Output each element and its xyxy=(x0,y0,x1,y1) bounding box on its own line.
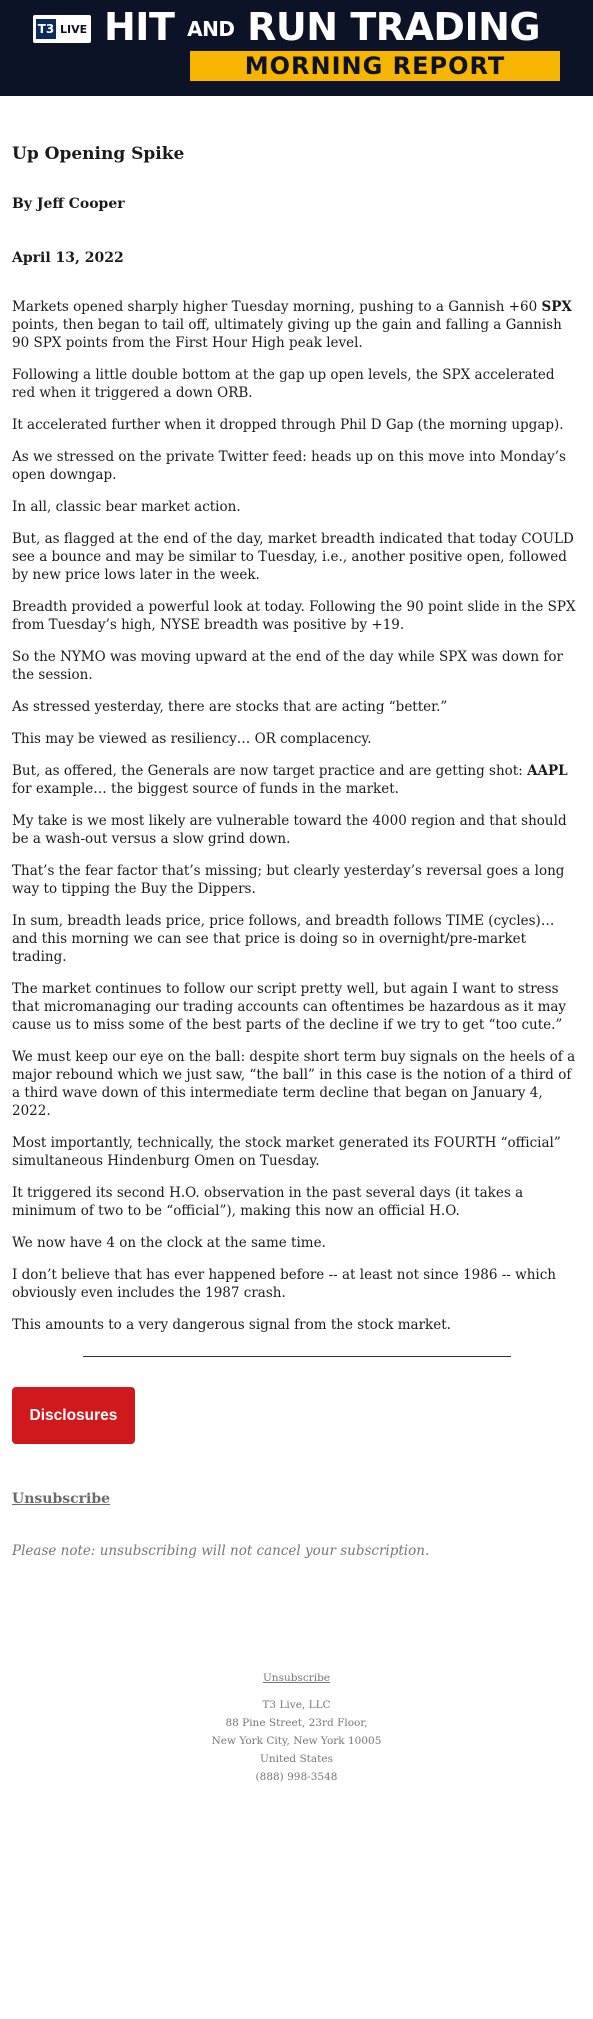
banner-title xyxy=(104,2,564,52)
article-headline: Up Opening Spike xyxy=(12,144,185,164)
main-content xyxy=(0,144,593,1800)
banner-title-part2: RUN TRADING xyxy=(247,5,541,49)
paragraph: This amounts to a very dangerous signal from the stock market. xyxy=(12,1317,451,1333)
paragraph: It triggered its second H.O. observation in the past several days (it takes a minimum of two to be “official”), making this now an official H.O. xyxy=(12,1185,524,1219)
article-body xyxy=(12,298,581,1334)
paragraph: But, as flagged at the end of the day, market breadth indicated that today COULD see a bounce and may be similar to Tuesday, i.e., another positive open, followed by new price lows later in the week. xyxy=(12,531,574,583)
logo-t3-mark: T3 xyxy=(36,19,56,39)
paragraph: In sum, breadth leads price, price follows, and breadth follows TIME (cycles)… and this morning we can see that price is doing so in overnight/pre-market trading. xyxy=(12,913,555,965)
paragraph: We must keep our eye on the ball: despite short term buy signals on the heels of a major rebound which we just saw, “the ball” in this case is the notion of a third of a third wave down of this intermediate term decline that began on January 4, 2022. xyxy=(12,1049,576,1119)
paragraph: But, as offered, the Generals are now target practice and are getting shot: AAPL for example… the biggest source of funds in the market. xyxy=(12,763,568,797)
paragraph: The market continues to follow our script pretty well, but again I want to stress that micromanaging our trading accounts can oftentimes be hazardous as it may cause us to miss some of the best parts of the decline if we try to get “too cute.” xyxy=(12,981,567,1033)
footer-address-line1: 88 Pine Street, 23rd Floor, xyxy=(225,1717,368,1729)
disclosures-button[interactable]: Disclosures xyxy=(12,1387,135,1444)
paragraph: We now have 4 on the clock at the same time. xyxy=(12,1235,326,1251)
paragraph: Markets opened sharply higher Tuesday morning, pushing to a Gannish +60 SPX points, then began to tail off, ultimately giving up the gain and falling a Gannish 90 SPX points from the First Hour High peak level. xyxy=(12,299,572,351)
footer xyxy=(12,1669,581,1800)
article-byline: By Jeff Cooper xyxy=(12,196,125,212)
ticker-spx: SPX xyxy=(541,299,572,315)
paragraph: I don’t believe that has ever happened before -- at least not since 1986 -- which obviously even includes the 1987 crash. xyxy=(12,1267,556,1301)
paragraph: That’s the fear factor that’s missing; but clearly yesterday’s reversal goes a long way to tipping the Buy the Dippers. xyxy=(12,863,565,897)
paragraph: This may be viewed as resiliency… OR complacency. xyxy=(12,731,372,747)
paragraph: So the NYMO was moving upward at the end of the day while SPX was down for the session. xyxy=(12,649,563,683)
paragraph: In all, classic bear market action. xyxy=(12,499,241,515)
unsubscribe-note: Please note: unsubscribing will not cancel your subscription. xyxy=(12,1543,430,1559)
paragraph: As we stressed on the private Twitter feed: heads up on this move into Monday’s open downgap. xyxy=(12,449,566,483)
paragraph: My take is we most likely are vulnerable toward the 4000 region and that should be a wash-out versus a slow grind down. xyxy=(12,813,567,847)
banner-subtitle: MORNING REPORT xyxy=(190,51,560,81)
paragraph: It accelerated further when it dropped through Phil D Gap (the morning upgap). xyxy=(12,417,564,433)
paragraph: Most importantly, technically, the stock market generated its FOURTH “official” simultaneous Hindenburg Omen on Tuesday. xyxy=(12,1135,561,1169)
ticker-aapl: AAPL xyxy=(527,763,568,779)
footer-company: T3 Live, LLC xyxy=(262,1699,331,1711)
article-date: April 13, 2022 xyxy=(12,250,124,266)
footer-unsubscribe-link[interactable]: Unsubscribe xyxy=(262,1672,331,1684)
banner-title-and: AND xyxy=(187,17,235,41)
unsubscribe-link[interactable]: Unsubscribe xyxy=(12,1491,111,1507)
header-banner xyxy=(0,0,593,96)
footer-address-line2: New York City, New York 10005 xyxy=(211,1735,382,1747)
paragraph: Following a little double bottom at the gap up open levels, the SPX accelerated red when it triggered a down ORB. xyxy=(12,367,555,401)
t3-live-logo xyxy=(33,15,91,43)
banner-title-part1: HIT xyxy=(104,5,175,49)
section-divider xyxy=(83,1356,511,1357)
paragraph: As stressed yesterday, there are stocks that are acting “better.” xyxy=(12,699,448,715)
paragraph: Breadth provided a powerful look at today. Following the 90 point slide in the SPX from Tuesday’s high, NYSE breadth was positive by +19. xyxy=(12,599,576,633)
logo-live-text: LIVE xyxy=(60,22,88,36)
footer-phone: (888) 998-3548 xyxy=(255,1771,338,1783)
footer-country: United States xyxy=(260,1753,333,1765)
